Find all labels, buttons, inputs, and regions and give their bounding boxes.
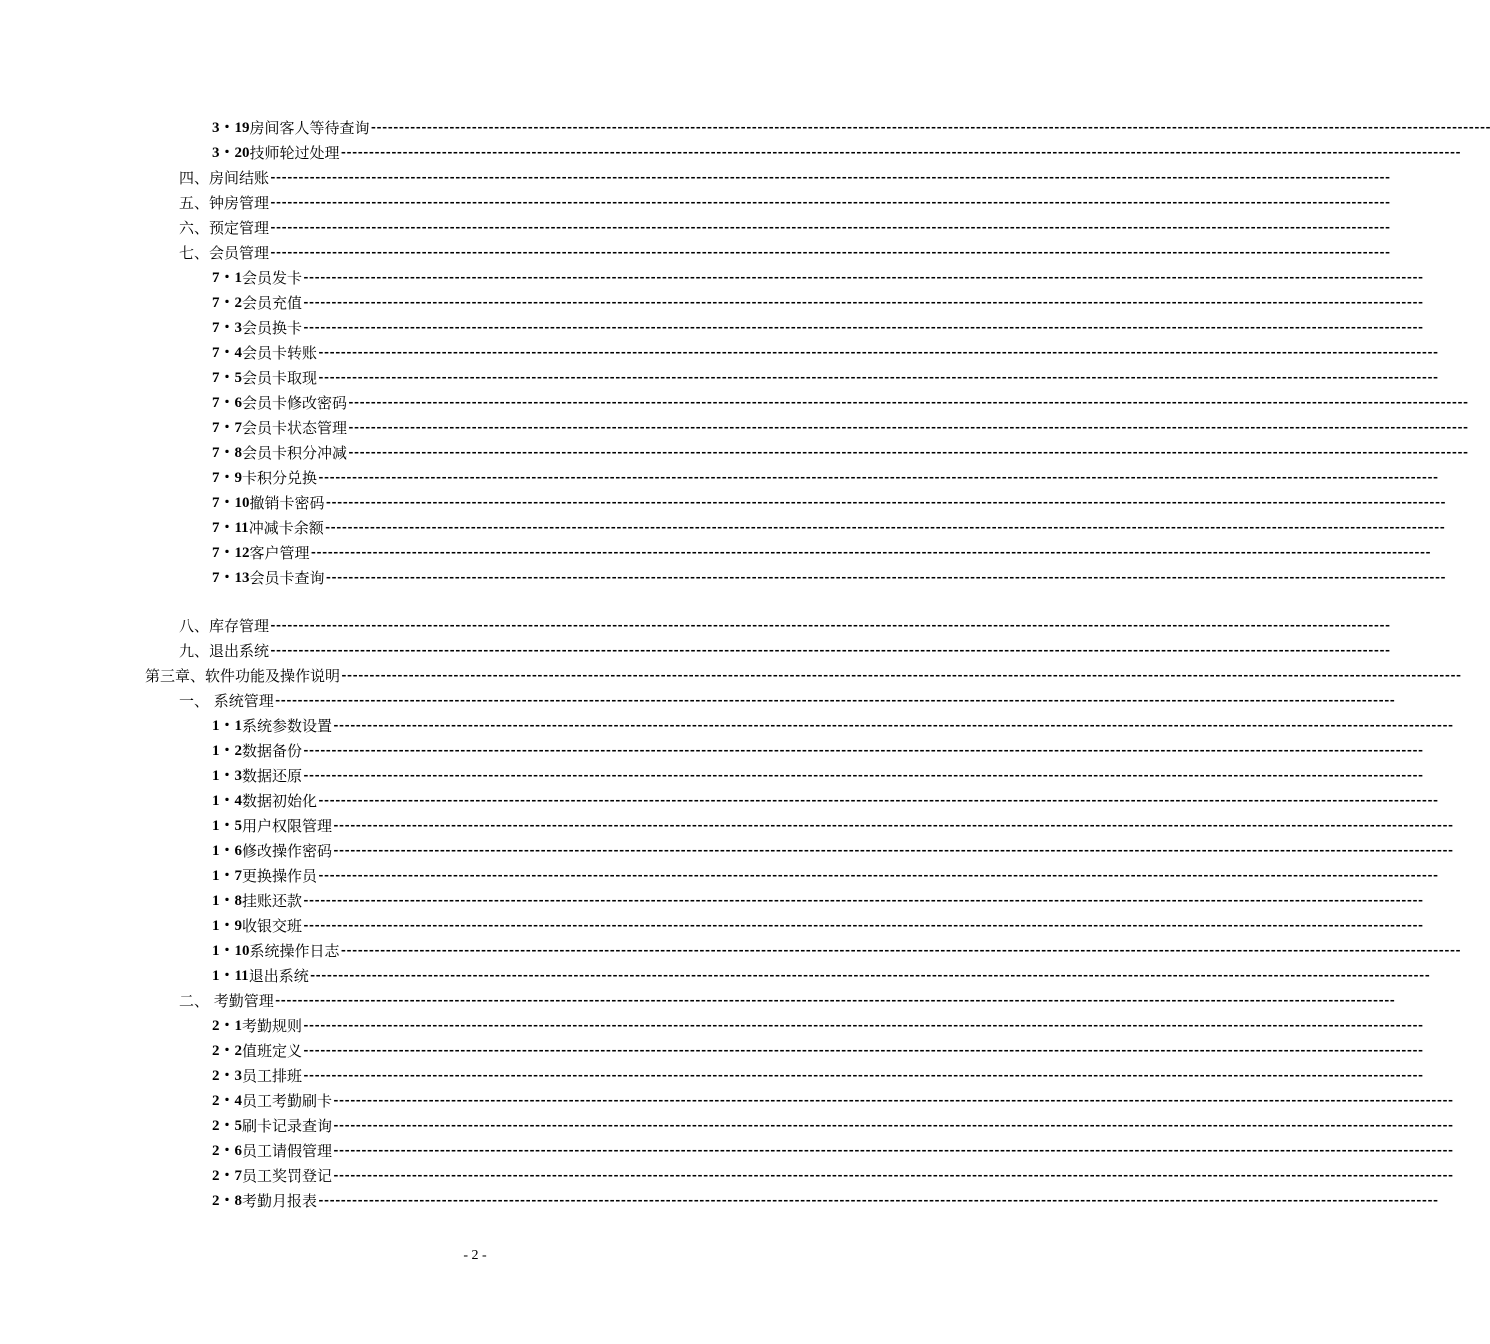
toc-entry-label: 数据还原 xyxy=(242,767,303,785)
toc-entry[interactable] xyxy=(212,291,1423,315)
toc-entry[interactable] xyxy=(145,664,1461,688)
toc-leader-dashes: -------------------------------------------------------------------------------------------------------------------------------------------------------------------------------------------------------- xyxy=(324,570,1445,585)
toc-leader-dashes: -------------------------------------------------------------------------------------------------------------------------------------------------------------------------------------------------------- xyxy=(340,668,1461,683)
toc-entry-label: 会员卡查询 xyxy=(249,569,325,587)
toc-entry-number: 2・5 xyxy=(212,1118,243,1134)
toc-entry-label: 第三章、软件功能及操作说明 xyxy=(145,667,341,685)
toc-entry[interactable] xyxy=(212,814,1453,838)
toc-leader-dashes: -------------------------------------------------------------------------------------------------------------------------------------------------------------------------------------------------------- xyxy=(339,943,1460,958)
toc-leader-dashes: -------------------------------------------------------------------------------------------------------------------------------------------------------------------------------------------------------- xyxy=(332,1143,1453,1158)
toc-entry[interactable] xyxy=(212,316,1423,340)
toc-entry-label: 二、 考勤管理 xyxy=(179,992,274,1010)
toc-entry-label: 数据备份 xyxy=(242,742,303,760)
toc-leader-dashes: -------------------------------------------------------------------------------------------------------------------------------------------------------------------------------------------------------- xyxy=(332,1168,1453,1183)
toc-leader-dashes: -------------------------------------------------------------------------------------------------------------------------------------------------------------------------------------------------------- xyxy=(302,295,1423,310)
toc-leader-dashes: -------------------------------------------------------------------------------------------------------------------------------------------------------------------------------------------------------- xyxy=(302,893,1423,908)
toc-entry[interactable] xyxy=(212,789,1438,813)
toc-entry-number: 7・9 xyxy=(212,470,243,486)
toc-entry[interactable] xyxy=(212,391,1468,415)
toc-leader-dashes: -------------------------------------------------------------------------------------------------------------------------------------------------------------------------------------------------------- xyxy=(302,1018,1423,1033)
toc-entry[interactable] xyxy=(212,266,1423,290)
toc-entry[interactable] xyxy=(212,1189,1438,1213)
toc-entry-label: 员工考勤刷卡 xyxy=(242,1092,333,1110)
toc-entry-label: 更换操作员 xyxy=(242,867,318,885)
toc-entry-number: 1・8 xyxy=(212,893,243,909)
toc-entry-label: 房间客人等待查询 xyxy=(249,119,370,137)
toc-entry-number: 7・6 xyxy=(212,395,243,411)
toc-leader-dashes: -------------------------------------------------------------------------------------------------------------------------------------------------------------------------------------------------------- xyxy=(302,320,1423,335)
toc-entry-label: 客户管理 xyxy=(249,544,310,562)
toc-entry-number: 3・19 xyxy=(212,120,250,136)
toc-entry-label: 会员卡转账 xyxy=(242,344,318,362)
toc-leader-dashes: -------------------------------------------------------------------------------------------------------------------------------------------------------------------------------------------------------- xyxy=(347,395,1468,410)
toc-leader-dashes: -------------------------------------------------------------------------------------------------------------------------------------------------------------------------------------------------------- xyxy=(317,1193,1438,1208)
toc-leader-dashes: -------------------------------------------------------------------------------------------------------------------------------------------------------------------------------------------------------- xyxy=(269,618,1390,633)
toc-entry-number: 7・1 xyxy=(212,270,243,286)
toc-entry-number: 1・10 xyxy=(212,943,250,959)
toc-leader-dashes: -------------------------------------------------------------------------------------------------------------------------------------------------------------------------------------------------------- xyxy=(332,718,1453,733)
toc-leader-dashes: -------------------------------------------------------------------------------------------------------------------------------------------------------------------------------------------------------- xyxy=(309,545,1430,560)
toc-entry-number: 3・20 xyxy=(212,145,250,161)
toc-entry[interactable] xyxy=(212,141,1460,165)
toc-entry-label: 一、 系统管理 xyxy=(179,692,274,710)
toc-entry-label: 数据初始化 xyxy=(242,792,318,810)
toc-entry[interactable] xyxy=(212,714,1453,738)
toc-entry[interactable] xyxy=(179,166,1390,190)
toc-entry-label: 会员卡取现 xyxy=(242,369,318,387)
toc-entry-label: 退出系统 xyxy=(248,967,309,985)
toc-entry-number: 7・10 xyxy=(212,495,250,511)
toc-entry-label: 挂账还款 xyxy=(242,892,303,910)
toc-entry[interactable] xyxy=(212,491,1445,515)
toc-entry-number: 2・3 xyxy=(212,1068,243,1084)
toc-entry-number: 7・5 xyxy=(212,370,243,386)
toc-entry-label: 七、会员管理 xyxy=(179,244,270,262)
toc-leader-dashes: -------------------------------------------------------------------------------------------------------------------------------------------------------------------------------------------------------- xyxy=(269,195,1390,210)
toc-entry-label: 技师轮过处理 xyxy=(249,144,340,162)
toc-entry[interactable] xyxy=(212,1139,1453,1163)
toc-entry-label: 卡积分兑换 xyxy=(242,469,318,487)
toc-entry[interactable] xyxy=(179,689,1395,713)
toc-entry[interactable] xyxy=(212,864,1438,888)
toc-entry-label: 会员卡积分冲减 xyxy=(242,444,348,462)
toc-entry[interactable] xyxy=(212,914,1423,938)
toc-leader-dashes: -------------------------------------------------------------------------------------------------------------------------------------------------------------------------------------------------------- xyxy=(273,993,1395,1008)
toc-leader-dashes: -------------------------------------------------------------------------------------------------------------------------------------------------------------------------------------------------------- xyxy=(317,370,1438,385)
toc-entry[interactable] xyxy=(179,614,1390,638)
toc-entry-label: 用户权限管理 xyxy=(242,817,333,835)
toc-leader-dashes: -------------------------------------------------------------------------------------------------------------------------------------------------------------------------------------------------------- xyxy=(302,1043,1423,1058)
toc-entry-label: 九、退出系统 xyxy=(179,642,270,660)
toc-leader-dashes: -------------------------------------------------------------------------------------------------------------------------------------------------------------------------------------------------------- xyxy=(332,1118,1453,1133)
toc-leader-dashes: -------------------------------------------------------------------------------------------------------------------------------------------------------------------------------------------------------- xyxy=(308,968,1429,983)
toc-entry[interactable] xyxy=(179,241,1390,265)
toc-entry-label: 员工请假管理 xyxy=(242,1142,333,1160)
toc-entry[interactable] xyxy=(212,939,1460,963)
toc-entry-number: 2・1 xyxy=(212,1018,243,1034)
toc-entry-number: 1・9 xyxy=(212,918,243,934)
toc-entry-number: 1・11 xyxy=(212,968,249,984)
toc-leader-dashes: -------------------------------------------------------------------------------------------------------------------------------------------------------------------------------------------------------- xyxy=(269,170,1390,185)
toc-entry-label: 会员卡修改密码 xyxy=(242,394,348,412)
toc-entry-number: 1・7 xyxy=(212,868,243,884)
toc-entry[interactable] xyxy=(212,541,1430,565)
toc-entry[interactable] xyxy=(212,1164,1453,1188)
toc-leader-dashes: -------------------------------------------------------------------------------------------------------------------------------------------------------------------------------------------------------- xyxy=(273,693,1395,708)
toc-entry-label: 收银交班 xyxy=(242,917,303,935)
toc-entry[interactable] xyxy=(212,1014,1423,1038)
toc-leader-dashes: -------------------------------------------------------------------------------------------------------------------------------------------------------------------------------------------------------- xyxy=(347,420,1468,435)
toc-entry[interactable] xyxy=(179,989,1395,1013)
toc-entry[interactable] xyxy=(212,1114,1453,1138)
toc-entry[interactable] xyxy=(212,341,1438,365)
toc-entry[interactable] xyxy=(179,216,1390,240)
toc-leader-dashes: -------------------------------------------------------------------------------------------------------------------------------------------------------------------------------------------------------- xyxy=(317,793,1438,808)
toc-entry[interactable] xyxy=(212,1039,1423,1063)
toc-leader-dashes: -------------------------------------------------------------------------------------------------------------------------------------------------------------------------------------------------------- xyxy=(332,818,1453,833)
toc-leader-dashes: -------------------------------------------------------------------------------------------------------------------------------------------------------------------------------------------------------- xyxy=(369,120,1490,135)
toc-entry-number: 7・7 xyxy=(212,420,243,436)
toc-leader-dashes: -------------------------------------------------------------------------------------------------------------------------------------------------------------------------------------------------------- xyxy=(269,245,1390,260)
toc-entry[interactable] xyxy=(212,1064,1423,1088)
toc-entry[interactable] xyxy=(212,764,1423,788)
toc-entry-number: 7・12 xyxy=(212,545,250,561)
toc-entry-number: 2・2 xyxy=(212,1043,243,1059)
toc-entry-label: 系统参数设置 xyxy=(242,717,333,735)
toc-leader-dashes: -------------------------------------------------------------------------------------------------------------------------------------------------------------------------------------------------------- xyxy=(324,495,1445,510)
toc-leader-dashes: -------------------------------------------------------------------------------------------------------------------------------------------------------------------------------------------------------- xyxy=(347,445,1468,460)
toc-leader-dashes: -------------------------------------------------------------------------------------------------------------------------------------------------------------------------------------------------------- xyxy=(302,743,1423,758)
toc-entry-number: 2・7 xyxy=(212,1168,243,1184)
toc-entry-number: 1・3 xyxy=(212,768,243,784)
toc-entry[interactable] xyxy=(212,116,1490,140)
toc-entry-label: 考勤规则 xyxy=(242,1017,303,1035)
toc-leader-dashes: -------------------------------------------------------------------------------------------------------------------------------------------------------------------------------------------------------- xyxy=(269,643,1390,658)
toc-entry[interactable] xyxy=(179,639,1390,663)
toc-entry[interactable] xyxy=(212,441,1468,465)
toc-entry-number: 1・4 xyxy=(212,793,243,809)
toc-leader-dashes: -------------------------------------------------------------------------------------------------------------------------------------------------------------------------------------------------------- xyxy=(269,220,1390,235)
toc-entry-number: 1・1 xyxy=(212,718,243,734)
toc-entry[interactable] xyxy=(212,466,1438,490)
toc-entry-label: 会员卡状态管理 xyxy=(242,419,348,437)
toc-entry-number: 7・8 xyxy=(212,445,243,461)
toc-entry[interactable] xyxy=(212,964,1429,988)
toc-entry-number: 2・6 xyxy=(212,1143,243,1159)
toc-entry-label: 会员换卡 xyxy=(242,319,303,337)
toc-entry-number: 1・5 xyxy=(212,818,243,834)
toc-leader-dashes: -------------------------------------------------------------------------------------------------------------------------------------------------------------------------------------------------------- xyxy=(317,345,1438,360)
toc-entry[interactable] xyxy=(212,366,1438,390)
toc-entry-label: 员工排班 xyxy=(242,1067,303,1085)
toc-entry-label: 值班定义 xyxy=(242,1042,303,1060)
toc-entry[interactable] xyxy=(179,191,1390,215)
toc-leader-dashes: -------------------------------------------------------------------------------------------------------------------------------------------------------------------------------------------------------- xyxy=(317,470,1438,485)
toc-entry-number: 7・2 xyxy=(212,295,243,311)
toc-entry-number: 2・8 xyxy=(212,1193,243,1209)
toc-entry-label: 刷卡记录查询 xyxy=(242,1117,333,1135)
toc-entry-label: 五、钟房管理 xyxy=(179,194,270,212)
toc-entry[interactable] xyxy=(212,566,1445,590)
toc-leader-dashes: -------------------------------------------------------------------------------------------------------------------------------------------------------------------------------------------------------- xyxy=(323,520,1444,535)
toc-entry-label: 冲减卡余额 xyxy=(248,519,324,537)
toc-leader-dashes: -------------------------------------------------------------------------------------------------------------------------------------------------------------------------------------------------------- xyxy=(332,1093,1453,1108)
toc-entry-label: 四、房间结账 xyxy=(179,169,270,187)
toc-entry-label: 会员充值 xyxy=(242,294,303,312)
toc-entry-number: 2・4 xyxy=(212,1093,243,1109)
toc-leader-dashes: -------------------------------------------------------------------------------------------------------------------------------------------------------------------------------------------------------- xyxy=(317,868,1438,883)
toc-entry[interactable] xyxy=(212,516,1444,540)
toc-leader-dashes: -------------------------------------------------------------------------------------------------------------------------------------------------------------------------------------------------------- xyxy=(302,1068,1423,1083)
toc-entry-label: 考勤月报表 xyxy=(242,1192,318,1210)
toc-entry[interactable] xyxy=(212,839,1453,863)
page-number: - 2 - xyxy=(463,1248,487,1263)
toc-leader-dashes: -------------------------------------------------------------------------------------------------------------------------------------------------------------------------------------------------------- xyxy=(302,918,1423,933)
toc-entry[interactable] xyxy=(212,889,1423,913)
toc-entry-number: 7・3 xyxy=(212,320,243,336)
toc-leader-dashes: -------------------------------------------------------------------------------------------------------------------------------------------------------------------------------------------------------- xyxy=(332,843,1453,858)
toc-entry[interactable] xyxy=(212,1089,1453,1113)
toc-leader-dashes: -------------------------------------------------------------------------------------------------------------------------------------------------------------------------------------------------------- xyxy=(302,270,1423,285)
toc-leader-dashes: -------------------------------------------------------------------------------------------------------------------------------------------------------------------------------------------------------- xyxy=(302,768,1423,783)
toc-entry[interactable] xyxy=(212,416,1468,440)
toc-entry-number: 1・6 xyxy=(212,843,243,859)
toc-entry[interactable] xyxy=(212,739,1423,763)
toc-entry-label: 撤销卡密码 xyxy=(249,494,325,512)
toc-entry-label: 修改操作密码 xyxy=(242,842,333,860)
toc-entry-label: 员工奖罚登记 xyxy=(242,1167,333,1185)
toc-entry-label: 会员发卡 xyxy=(242,269,303,287)
toc-leader-dashes: -------------------------------------------------------------------------------------------------------------------------------------------------------------------------------------------------------- xyxy=(339,145,1460,160)
toc-entry-label: 八、库存管理 xyxy=(179,617,270,635)
toc-entry-number: 1・2 xyxy=(212,743,243,759)
toc-entry-number: 7・4 xyxy=(212,345,243,361)
toc-entry-number: 7・11 xyxy=(212,520,249,536)
toc-entry-label: 六、预定管理 xyxy=(179,219,270,237)
toc-entry-number: 7・13 xyxy=(212,570,250,586)
toc-entry-label: 系统操作日志 xyxy=(249,942,340,960)
